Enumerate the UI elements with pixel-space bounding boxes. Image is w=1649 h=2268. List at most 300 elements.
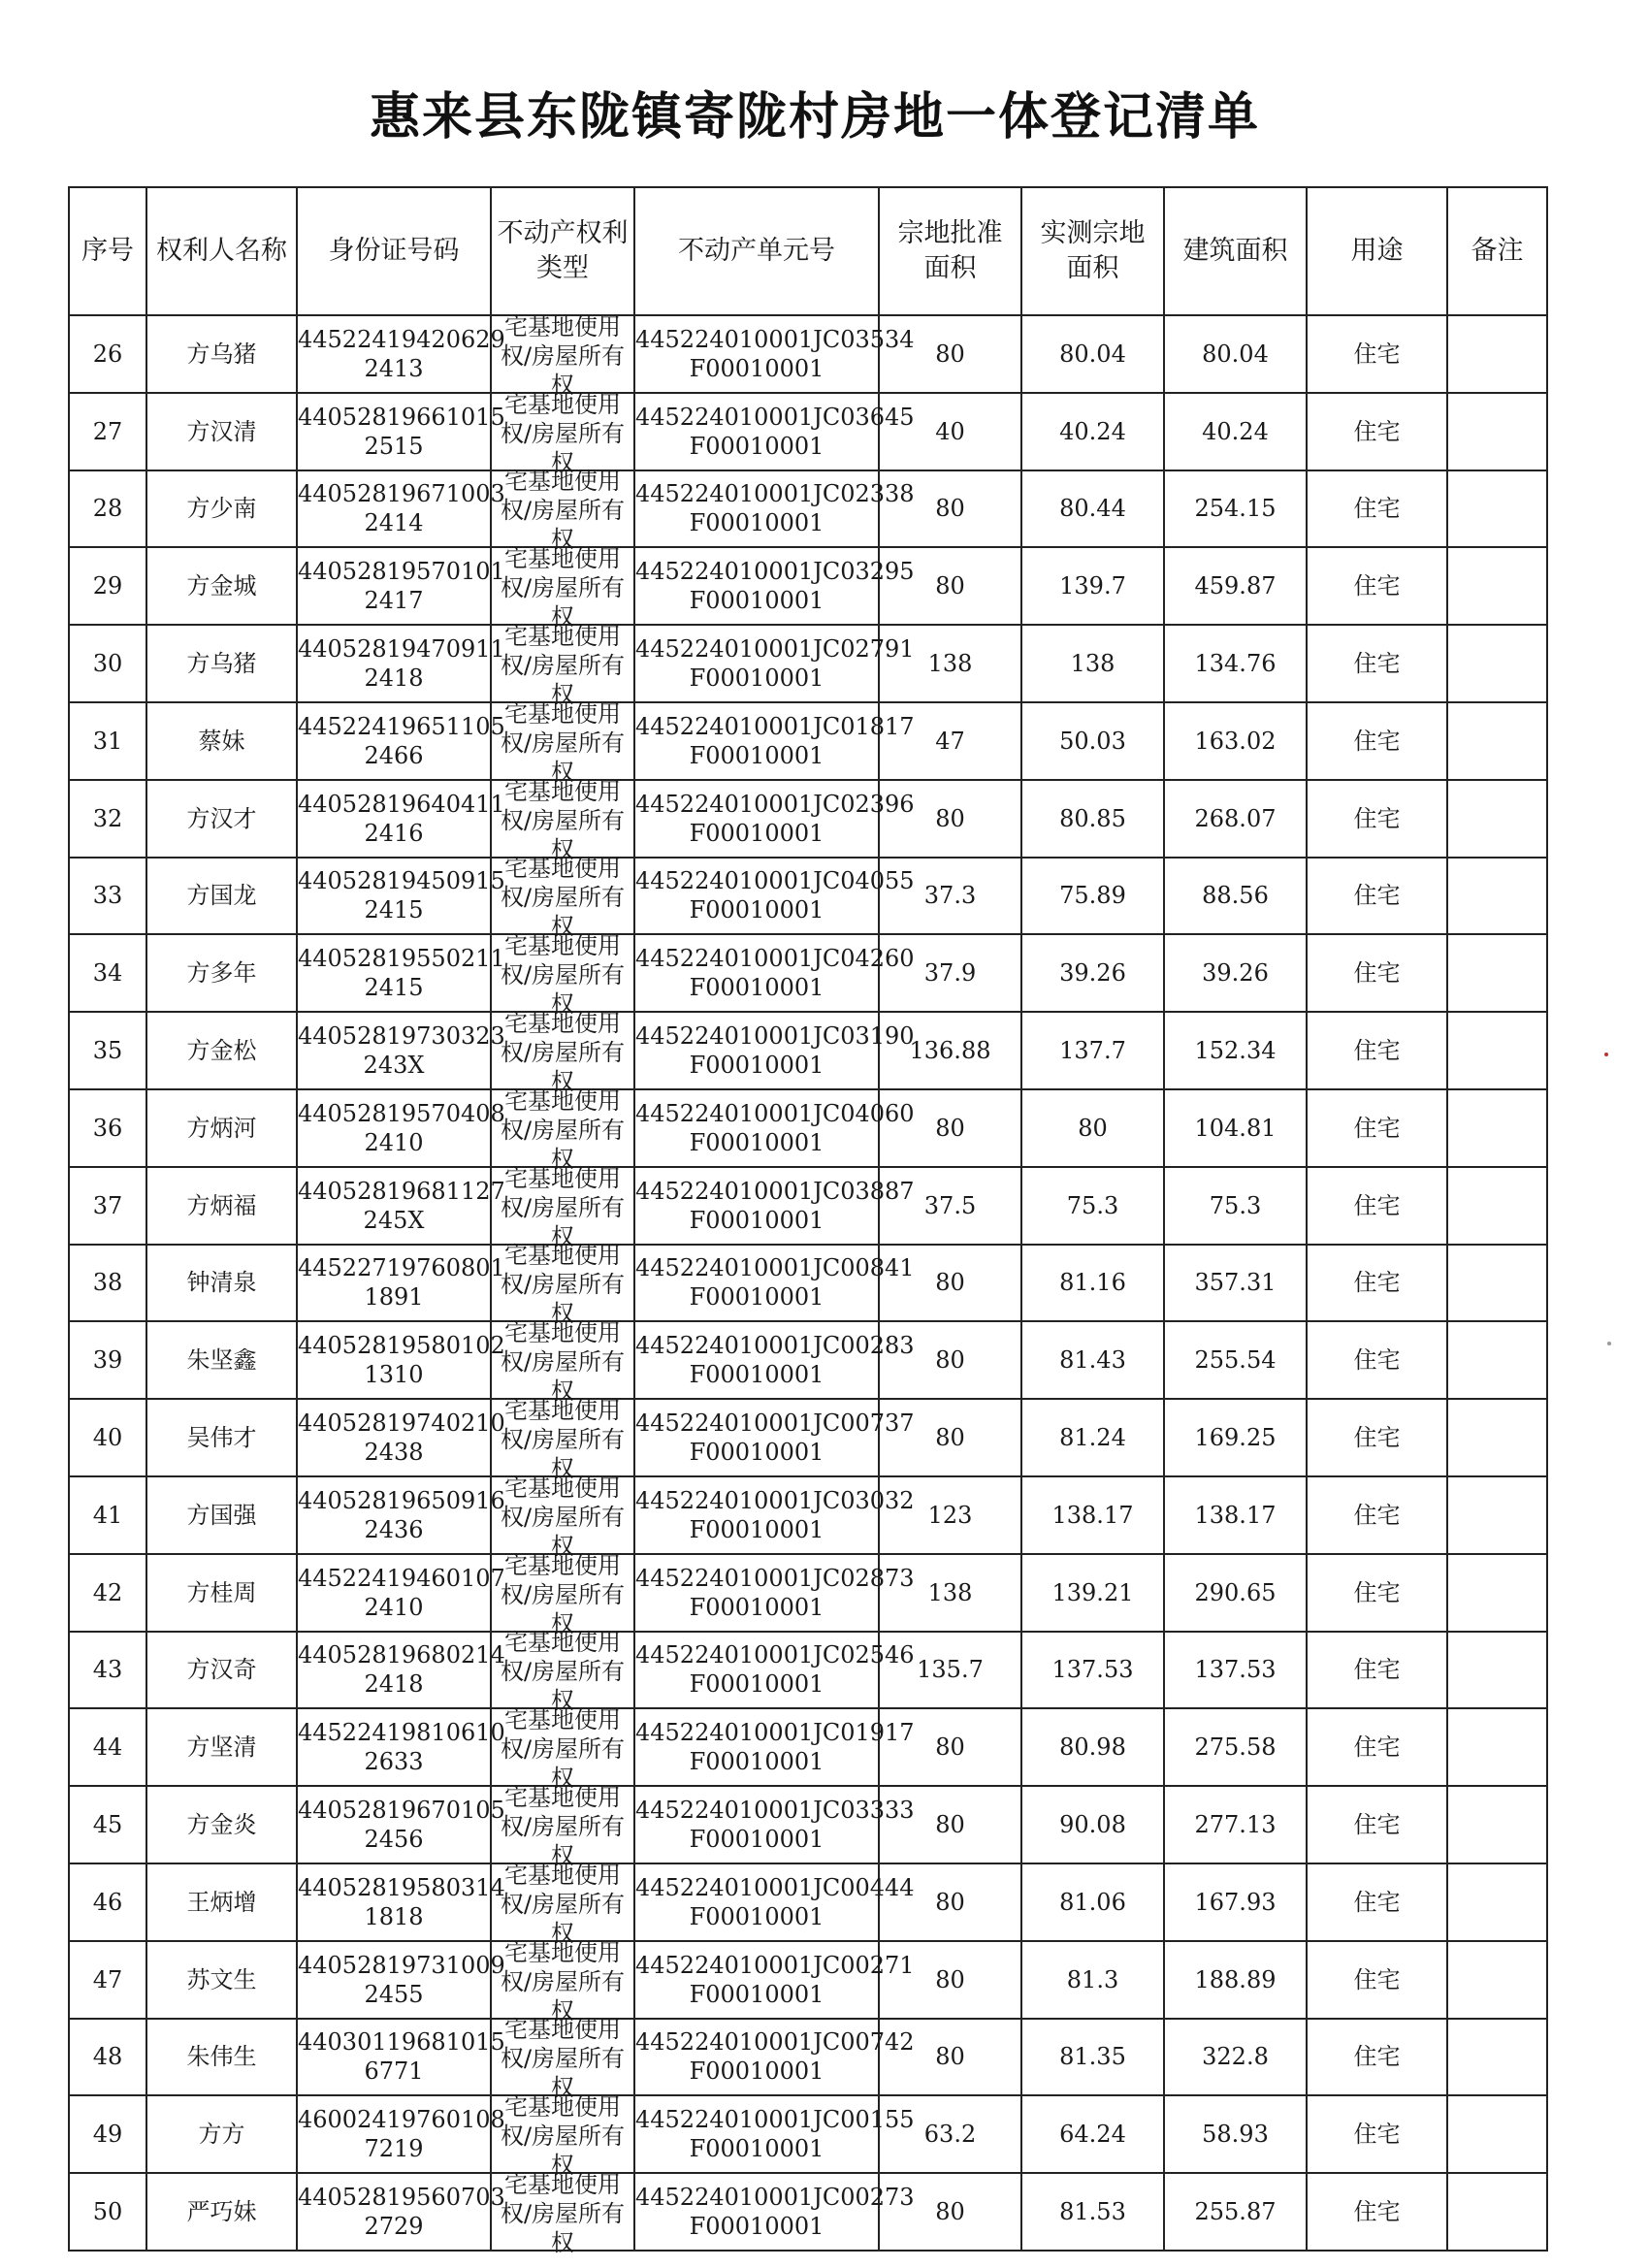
cell-id-number-line2: 2417 <box>364 587 424 615</box>
cell-right-type-line3: 权 <box>551 1068 574 1096</box>
cell-right-type <box>491 1938 634 2025</box>
header-id-number: 身份证号码 <box>297 187 491 315</box>
cell-right-type-line1: 宅基地使用 <box>504 312 621 340</box>
cell-id-number-line1: 46002419760108 <box>298 2106 505 2134</box>
cell-use: 住宅 <box>1307 780 1447 858</box>
cell-unit-number-line2: F00010001 <box>689 741 824 769</box>
table-row <box>69 1708 1547 1786</box>
cell-approved-area: 135.7 <box>879 1632 1021 1709</box>
cell-remark <box>1447 1786 1547 1863</box>
cell-approved-area: 37.3 <box>879 858 1021 935</box>
cell-owner-name: 方国强 <box>146 1476 297 1554</box>
cell-remark <box>1447 1476 1547 1554</box>
cell-right-type <box>491 855 634 941</box>
cell-unit-number-line1: 445224010001JC02791 <box>635 635 915 664</box>
cell-owner-name: 蔡妹 <box>146 702 297 780</box>
cell-approved-area: 136.88 <box>879 1012 1021 1089</box>
cell-measured-area: 81.3 <box>1021 1941 1164 2019</box>
cell-unit-number-line2: F00010001 <box>689 1515 824 1543</box>
cell-remark <box>1447 1708 1547 1786</box>
cell-id-number <box>297 702 505 780</box>
cell-unit-number-line2: F00010001 <box>689 1902 824 1930</box>
cell-id-number <box>297 1321 505 1399</box>
cell-approved-area: 80 <box>879 2019 1021 2096</box>
cell-right-type-line3: 权 <box>551 1455 574 1483</box>
cell-id-number-line1: 44522419810610 <box>298 1719 505 1747</box>
cell-id-number-line1: 44052819661015 <box>298 403 505 431</box>
cell-remark <box>1447 547 1547 625</box>
cell-id-number <box>297 1012 505 1089</box>
cell-id-number-line2: 2410 <box>364 1128 424 1156</box>
cell-unit-number-line2: F00010001 <box>689 1593 824 1621</box>
cell-unit-number-line1: 445224010001JC00271 <box>635 1951 915 1979</box>
cell-right-type <box>491 932 634 1019</box>
table-row <box>69 393 1547 470</box>
cell-owner-name: 朱坚鑫 <box>146 1321 297 1399</box>
cell-right-type-line3: 权 <box>551 1919 574 1947</box>
cell-remark <box>1447 1321 1547 1399</box>
cell-id-number-line1: 44522719760801 <box>298 1254 505 1282</box>
table-row <box>69 1012 1547 1089</box>
cell-unit-number-line1: 445224010001JC03887 <box>635 1177 915 1205</box>
cell-seq: 50 <box>69 2173 146 2251</box>
cell-unit-number-line1: 445224010001JC04055 <box>635 867 915 895</box>
table-row <box>69 1245 1547 1322</box>
cell-owner-name: 方少南 <box>146 470 297 548</box>
cell-seq: 27 <box>69 393 146 470</box>
cell-right-type <box>491 1784 634 1870</box>
cell-building-area: 138.17 <box>1164 1476 1307 1554</box>
cell-id-number-line1: 44052819671003 <box>298 480 505 508</box>
cell-measured-area: 80.44 <box>1021 470 1164 548</box>
cell-use: 住宅 <box>1307 470 1447 548</box>
cell-building-area: 322.8 <box>1164 2019 1307 2096</box>
cell-building-area: 277.13 <box>1164 1786 1307 1863</box>
cell-remark <box>1447 934 1547 1012</box>
cell-approved-area: 80 <box>879 780 1021 858</box>
cell-approved-area: 37.9 <box>879 934 1021 1012</box>
table-row <box>69 934 1547 1012</box>
cell-right-type <box>491 1164 634 1250</box>
cell-unit-number <box>634 702 915 780</box>
cell-seq: 49 <box>69 2095 146 2173</box>
cell-measured-area: 81.43 <box>1021 1321 1164 1399</box>
cell-unit-number <box>634 2173 915 2251</box>
cell-unit-number-line2: F00010001 <box>689 587 824 615</box>
cell-owner-name: 方多年 <box>146 934 297 1012</box>
header-owner-name: 权利人名称 <box>146 187 297 315</box>
cell-right-type-line2: 权/房屋所有 <box>500 1503 626 1531</box>
cell-owner-name: 方方 <box>146 2095 297 2173</box>
cell-unit-number <box>634 1476 915 1554</box>
table-row <box>69 1863 1547 1941</box>
cell-measured-area: 75.3 <box>1021 1167 1164 1245</box>
cell-right-type-line1: 宅基地使用 <box>504 1086 621 1115</box>
cell-use: 住宅 <box>1307 393 1447 470</box>
cell-owner-name: 方坚清 <box>146 1708 297 1786</box>
cell-right-type-line1: 宅基地使用 <box>504 777 621 805</box>
cell-id-number-line1: 44052819730323 <box>298 1022 505 1051</box>
cell-approved-area: 123 <box>879 1476 1021 1554</box>
cell-id-number-line1: 44052819731009 <box>298 1951 505 1979</box>
cell-right-type-line3: 权 <box>551 1687 574 1715</box>
cell-right-type-line1: 宅基地使用 <box>504 1397 621 1425</box>
cell-unit-number-line2: F00010001 <box>689 1361 824 1389</box>
cell-id-number-line1: 44522419460107 <box>298 1564 505 1592</box>
cell-use: 住宅 <box>1307 2173 1447 2251</box>
cell-owner-name: 方乌猪 <box>146 315 297 393</box>
cell-id-number <box>297 1554 505 1632</box>
cell-use: 住宅 <box>1307 1941 1447 2019</box>
cell-unit-number-line1: 445224010001JC02396 <box>635 790 915 818</box>
cell-measured-area: 50.03 <box>1021 702 1164 780</box>
cell-unit-number-line1: 445224010001JC03333 <box>635 1797 915 1825</box>
cell-remark <box>1447 315 1547 393</box>
cell-unit-number-line2: F00010001 <box>689 2213 824 2241</box>
cell-unit-number-line2: F00010001 <box>689 1128 824 1156</box>
cell-id-number-line2: 1891 <box>364 1283 424 1312</box>
cell-id-number <box>297 1632 505 1709</box>
cell-id-number <box>297 1089 505 1167</box>
cell-right-type <box>491 777 634 863</box>
cell-right-type <box>491 545 634 632</box>
cell-right-type-line2: 权/房屋所有 <box>500 2045 626 2073</box>
cell-building-area: 290.65 <box>1164 1554 1307 1632</box>
cell-unit-number <box>634 2095 915 2173</box>
cell-remark <box>1447 1012 1547 1089</box>
cell-id-number <box>297 625 505 702</box>
cell-right-type <box>491 2093 634 2180</box>
cell-unit-number <box>634 1786 915 1863</box>
cell-id-number <box>297 1245 505 1322</box>
header-right-type-line2: 类型 <box>536 253 589 283</box>
cell-right-type-line1: 宅基地使用 <box>504 1319 621 1347</box>
cell-remark <box>1447 2095 1547 2173</box>
header-right-type-line1: 不动产权利 <box>497 218 629 248</box>
cell-id-number-line2: 2418 <box>364 1670 424 1699</box>
header-use: 用途 <box>1307 187 1447 315</box>
cell-measured-area: 81.24 <box>1021 1399 1164 1476</box>
cell-approved-area: 80 <box>879 1089 1021 1167</box>
cell-right-type <box>491 699 634 786</box>
cell-measured-area: 139.21 <box>1021 1554 1164 1632</box>
cell-use: 住宅 <box>1307 1632 1447 1709</box>
cell-building-area: 188.89 <box>1164 1941 1307 2019</box>
cell-unit-number-line1: 445224010001JC02873 <box>635 1564 915 1592</box>
table-row <box>69 858 1547 935</box>
cell-right-type-line1: 宅基地使用 <box>504 1242 621 1270</box>
cell-remark <box>1447 780 1547 858</box>
cell-unit-number-line2: F00010001 <box>689 1439 824 1467</box>
cell-building-area: 254.15 <box>1164 470 1307 548</box>
table-row <box>69 2095 1547 2173</box>
cell-building-area: 40.24 <box>1164 393 1307 470</box>
cell-id-number-line2: 6771 <box>364 2057 424 2086</box>
cell-right-type <box>491 1551 634 1637</box>
table-row <box>69 1399 1547 1476</box>
cell-right-type <box>491 1861 634 1947</box>
cell-right-type-line2: 权/房屋所有 <box>500 1039 626 1067</box>
cell-approved-area: 80 <box>879 2173 1021 2251</box>
cell-building-area: 39.26 <box>1164 934 1307 1012</box>
scan-mark <box>1604 1053 1608 1056</box>
cell-right-type-line2: 权/房屋所有 <box>500 1348 626 1377</box>
cell-use: 住宅 <box>1307 315 1447 393</box>
cell-unit-number <box>634 1089 915 1167</box>
cell-building-area: 268.07 <box>1164 780 1307 858</box>
cell-remark <box>1447 2173 1547 2251</box>
cell-unit-number-line2: F00010001 <box>689 1283 824 1312</box>
cell-use: 住宅 <box>1307 1476 1447 1554</box>
cell-use: 住宅 <box>1307 547 1447 625</box>
cell-id-number <box>297 2019 505 2096</box>
cell-seq: 44 <box>69 1708 146 1786</box>
cell-right-type-line2: 权/房屋所有 <box>500 2122 626 2151</box>
cell-unit-number-line2: F00010001 <box>689 2057 824 2086</box>
cell-id-number <box>297 858 505 935</box>
cell-id-number-line2: 2456 <box>364 1826 424 1854</box>
cell-right-type-line1: 宅基地使用 <box>504 545 621 573</box>
cell-id-number-line1: 44522419420629 <box>298 325 505 353</box>
cell-owner-name: 方汉才 <box>146 780 297 858</box>
cell-right-type-line3: 权 <box>551 1145 574 1173</box>
page-title: 惠来县东陇镇寄陇村房地一体登记清单 <box>369 88 1260 146</box>
cell-right-type-line2: 权/房屋所有 <box>500 1426 626 1454</box>
cell-id-number-line1: 44052819740210 <box>298 1409 505 1438</box>
cell-id-number <box>297 934 505 1012</box>
cell-use: 住宅 <box>1307 1399 1447 1476</box>
cell-approved-area: 80 <box>879 1245 1021 1322</box>
cell-use: 住宅 <box>1307 1708 1447 1786</box>
cell-right-type-line3: 权 <box>551 2152 574 2180</box>
cell-unit-number <box>634 1941 915 2019</box>
table-row <box>69 1089 1547 1167</box>
cell-building-area: 75.3 <box>1164 1167 1307 1245</box>
header-approved-area <box>879 187 1021 315</box>
cell-unit-number-line2: F00010001 <box>689 1670 824 1699</box>
table-row <box>69 1321 1547 1399</box>
cell-unit-number-line2: F00010001 <box>689 1826 824 1854</box>
cell-unit-number <box>634 1245 915 1322</box>
table-row <box>69 1786 1547 1863</box>
cell-measured-area: 39.26 <box>1021 934 1164 1012</box>
cell-unit-number-line2: F00010001 <box>689 1206 824 1234</box>
cell-right-type <box>491 1474 634 1560</box>
cell-id-number-line2: 2415 <box>364 896 424 924</box>
cell-measured-area: 138 <box>1021 625 1164 702</box>
cell-id-number-line2: 243X <box>363 1052 425 1080</box>
cell-right-type-line3: 权 <box>551 913 574 941</box>
cell-right-type-line2: 权/房屋所有 <box>500 1813 626 1841</box>
cell-right-type-line2: 权/房屋所有 <box>500 884 626 912</box>
cell-remark <box>1447 1399 1547 1476</box>
header-measured-area-line1: 实测宗地 <box>1040 218 1146 248</box>
header-unit-number: 不动产单元号 <box>634 187 879 315</box>
cell-unit-number <box>634 315 915 393</box>
cell-unit-number-line2: F00010001 <box>689 1748 824 1776</box>
cell-approved-area: 37.5 <box>879 1167 1021 1245</box>
cell-unit-number-line2: F00010001 <box>689 2135 824 2163</box>
cell-approved-area: 138 <box>879 1554 1021 1632</box>
cell-unit-number <box>634 547 915 625</box>
cell-unit-number <box>634 2019 915 2096</box>
cell-unit-number-line2: F00010001 <box>689 509 824 537</box>
cell-right-type-line1: 宅基地使用 <box>504 2171 621 2199</box>
cell-unit-number-line1: 445224010001JC03190 <box>635 1022 915 1051</box>
header-measured-area-line2: 面积 <box>1066 253 1119 283</box>
table-row <box>69 780 1547 858</box>
cell-right-type-line2: 权/房屋所有 <box>500 1890 626 1918</box>
cell-id-number-line2: 7219 <box>364 2135 424 2163</box>
cell-approved-area: 138 <box>879 625 1021 702</box>
cell-right-type-line3: 权 <box>551 2074 574 2102</box>
cell-seq: 35 <box>69 1012 146 1089</box>
cell-unit-number <box>634 1399 915 1476</box>
cell-approved-area: 47 <box>879 702 1021 780</box>
cell-building-area: 137.53 <box>1164 1632 1307 1709</box>
table-row <box>69 470 1547 548</box>
cell-unit-number-line2: F00010001 <box>689 664 824 693</box>
cell-seq: 42 <box>69 1554 146 1632</box>
cell-id-number-line2: 2729 <box>364 2213 424 2241</box>
cell-owner-name: 方炳福 <box>146 1167 297 1245</box>
cell-building-area: 104.81 <box>1164 1089 1307 1167</box>
cell-seq: 31 <box>69 702 146 780</box>
cell-use: 住宅 <box>1307 702 1447 780</box>
cell-right-type-line1: 宅基地使用 <box>504 2093 621 2122</box>
cell-remark <box>1447 1245 1547 1322</box>
cell-approved-area: 80 <box>879 315 1021 393</box>
cell-building-area: 58.93 <box>1164 2095 1307 2173</box>
cell-right-type-line3: 权 <box>551 1765 574 1793</box>
cell-unit-number <box>634 1012 915 1089</box>
cell-seq: 26 <box>69 315 146 393</box>
cell-building-area: 459.87 <box>1164 547 1307 625</box>
cell-id-number <box>297 1399 505 1476</box>
cell-id-number-line2: 2414 <box>364 509 424 537</box>
cell-unit-number-line1: 445224010001JC04060 <box>635 1099 915 1127</box>
cell-id-number-line1: 44052819560703 <box>298 2184 505 2212</box>
cell-id-number-line2: 2438 <box>364 1439 424 1467</box>
cell-use: 住宅 <box>1307 1863 1447 1941</box>
cell-seq: 41 <box>69 1476 146 1554</box>
cell-right-type-line2: 权/房屋所有 <box>500 1116 626 1144</box>
cell-right-type-line3: 权 <box>551 990 574 1019</box>
cell-approved-area: 80 <box>879 1708 1021 1786</box>
cell-id-number-line2: 1818 <box>364 1902 424 1930</box>
cell-seq: 33 <box>69 858 146 935</box>
cell-id-number-line2: 2410 <box>364 1593 424 1621</box>
cell-measured-area: 80.85 <box>1021 780 1164 858</box>
cell-right-type <box>491 1397 634 1483</box>
cell-right-type-line2: 权/房屋所有 <box>500 729 626 757</box>
header-approved-area-line2: 面积 <box>923 253 977 283</box>
cell-id-number-line2: 2415 <box>364 974 424 1002</box>
cell-right-type-line1: 宅基地使用 <box>504 1010 621 1038</box>
cell-right-type-line3: 权 <box>551 758 574 786</box>
cell-remark <box>1447 1941 1547 2019</box>
cell-right-type-line1: 宅基地使用 <box>504 855 621 883</box>
cell-remark <box>1447 625 1547 702</box>
cell-building-area: 134.76 <box>1164 625 1307 702</box>
cell-use: 住宅 <box>1307 1012 1447 1089</box>
cell-right-type-line2: 权/房屋所有 <box>500 1193 626 1221</box>
cell-seq: 47 <box>69 1941 146 2019</box>
cell-owner-name: 王炳增 <box>146 1863 297 1941</box>
cell-approved-area: 80 <box>879 547 1021 625</box>
cell-seq: 39 <box>69 1321 146 1399</box>
cell-remark <box>1447 702 1547 780</box>
cell-owner-name: 苏文生 <box>146 1941 297 2019</box>
cell-unit-number <box>634 1321 915 1399</box>
cell-measured-area: 90.08 <box>1021 1786 1164 1863</box>
cell-remark <box>1447 393 1547 470</box>
cell-right-type-line1: 宅基地使用 <box>504 1784 621 1812</box>
cell-measured-area: 81.53 <box>1021 2173 1164 2251</box>
header-remark: 备注 <box>1447 187 1547 315</box>
cell-id-number <box>297 1863 505 1941</box>
cell-right-type-line3: 权 <box>551 603 574 632</box>
cell-id-number-line2: 2466 <box>364 741 424 769</box>
cell-use: 住宅 <box>1307 1089 1447 1167</box>
cell-unit-number <box>634 1708 915 1786</box>
cell-id-number-line1: 44052819450915 <box>298 867 505 895</box>
cell-id-number-line2: 2455 <box>364 1980 424 2008</box>
cell-use: 住宅 <box>1307 1786 1447 1863</box>
table-row <box>69 2019 1547 2096</box>
cell-right-type-line3: 权 <box>551 1300 574 1328</box>
cell-unit-number-line1: 445224010001JC03295 <box>635 558 915 586</box>
cell-id-number-line1: 44052819570101 <box>298 558 505 586</box>
cell-id-number <box>297 1708 505 1786</box>
cell-unit-number-line1: 445224010001JC03645 <box>635 403 915 431</box>
cell-id-number <box>297 780 505 858</box>
cell-unit-number-line2: F00010001 <box>689 896 824 924</box>
cell-owner-name: 朱伟生 <box>146 2019 297 2096</box>
cell-right-type-line3: 权 <box>551 1222 574 1250</box>
cell-remark <box>1447 2019 1547 2096</box>
cell-id-number-line1: 44522419651105 <box>298 712 505 740</box>
cell-unit-number <box>634 625 915 702</box>
cell-right-type-line1: 宅基地使用 <box>504 1861 621 1889</box>
cell-id-number <box>297 315 505 393</box>
cell-id-number <box>297 2095 505 2173</box>
cell-unit-number <box>634 1632 915 1709</box>
cell-right-type-line2: 权/房屋所有 <box>500 806 626 834</box>
header-row <box>69 187 1547 315</box>
cell-building-area: 275.58 <box>1164 1708 1307 1786</box>
cell-right-type <box>491 1010 634 1096</box>
header-approved-area-line1: 宗地批准 <box>897 218 1003 248</box>
cell-unit-number-line1: 445224010001JC02338 <box>635 480 915 508</box>
header-right-type <box>491 187 634 315</box>
cell-right-type <box>491 1242 634 1328</box>
cell-unit-number <box>634 470 915 548</box>
cell-approved-area: 80 <box>879 1941 1021 2019</box>
cell-unit-number-line2: F00010001 <box>689 432 824 460</box>
cell-right-type-line1: 宅基地使用 <box>504 1551 621 1579</box>
cell-building-area: 357.31 <box>1164 1245 1307 1322</box>
cell-remark <box>1447 1089 1547 1167</box>
cell-unit-number-line1: 445224010001JC04260 <box>635 945 915 973</box>
cell-right-type-line2: 权/房屋所有 <box>500 574 626 602</box>
cell-measured-area: 81.16 <box>1021 1245 1164 1322</box>
cell-right-type-line1: 宅基地使用 <box>504 1938 621 1966</box>
cell-right-type <box>491 1629 634 1715</box>
cell-remark <box>1447 1863 1547 1941</box>
cell-use: 住宅 <box>1307 1167 1447 1245</box>
cell-id-number-line2: 2436 <box>364 1515 424 1543</box>
